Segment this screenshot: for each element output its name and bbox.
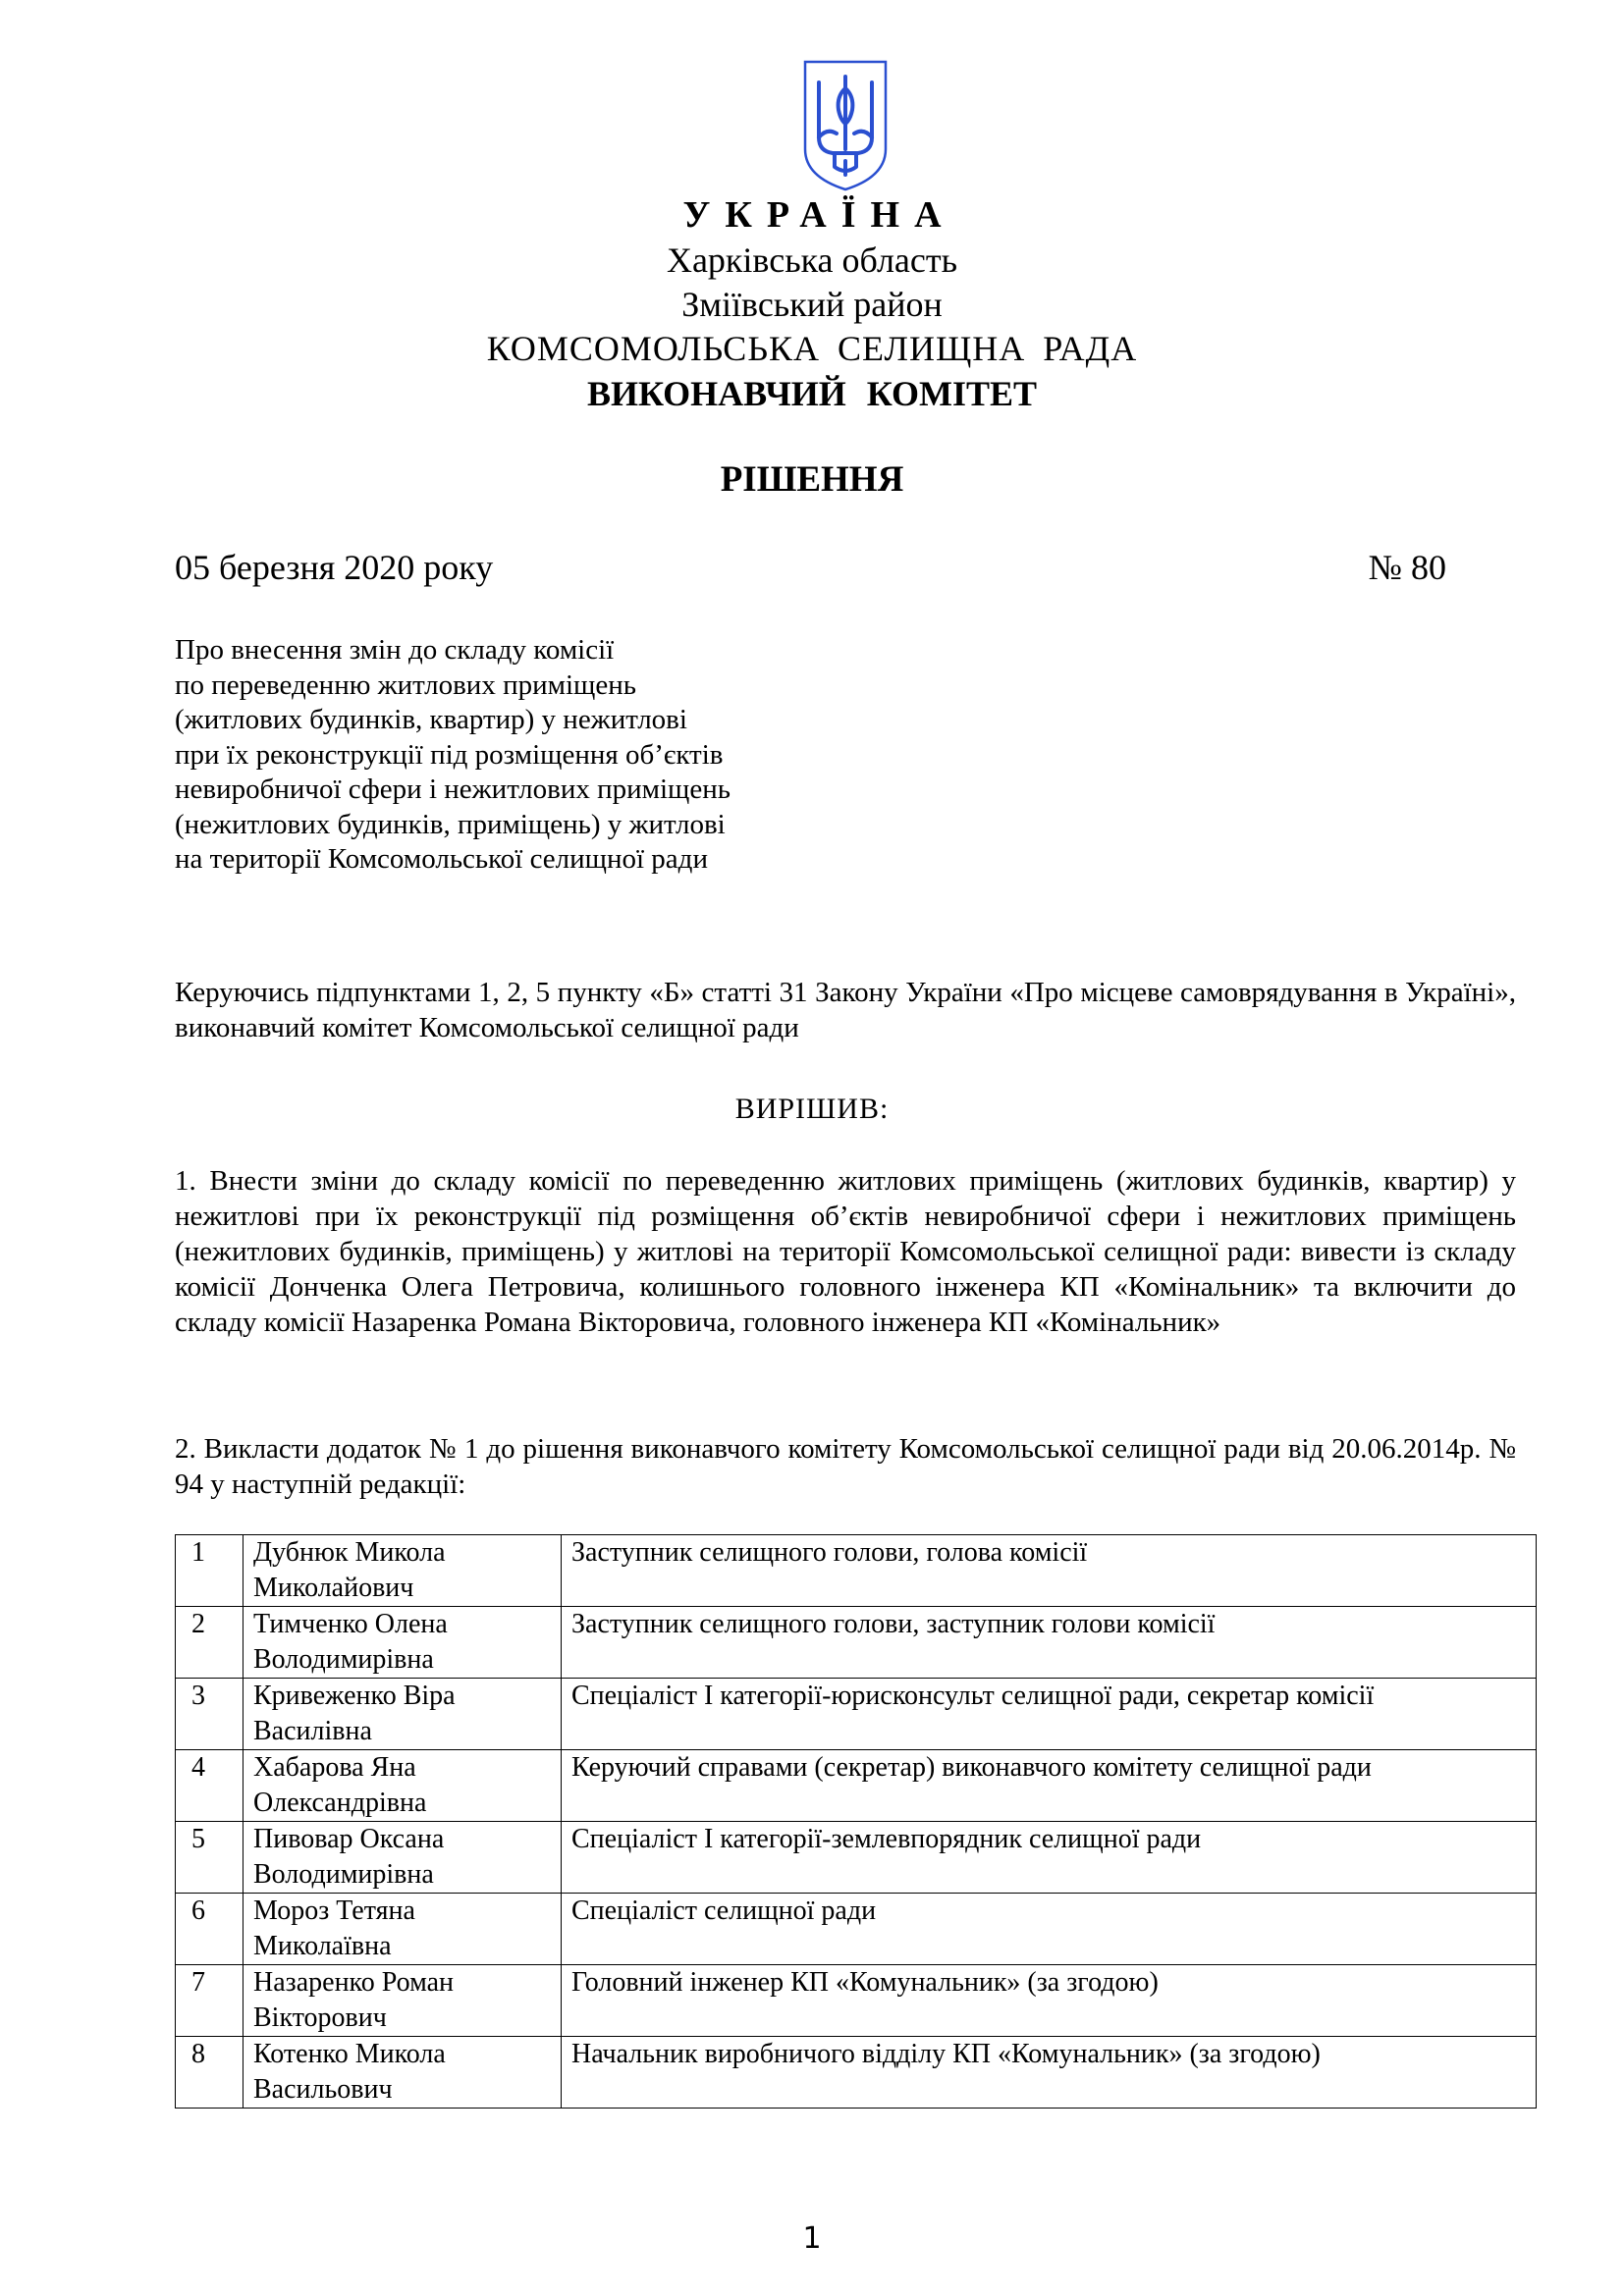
subject-line: невиробничої сфери і нежитлових приміщень: [175, 774, 731, 805]
member-patronymic: Васильович: [253, 2074, 393, 2105]
document-number: № 80: [1368, 548, 1446, 587]
table-row: [176, 1894, 1537, 1965]
member-role: Головний інженер КП «Комунальник» (за згодою): [562, 1965, 1537, 2037]
table-row: [176, 1750, 1537, 1822]
table-row: [176, 1822, 1537, 1894]
member-role: Спеціаліст І категорії-землевпорядник селищної ради: [562, 1822, 1537, 1894]
decided-heading: ВИРІШИВ:: [734, 1093, 890, 1125]
decision-item-2: 2. Викласти додаток № 1 до рішення виконавчого комітету Комсомольської селищної ради від 20.06.2014р. № 94 у наступній редакції:: [175, 1433, 1516, 1500]
table-row: [176, 1535, 1537, 1607]
commission-members-table: [175, 1534, 1537, 2109]
member-patronymic: Олександрівна: [253, 1788, 427, 1818]
decision-item-1: 1. Внести зміни до складу комісії по переведенню житлових приміщень (житлових будинків, квартир) у нежитлові при їх реконструкції під розміщення об’єктів невиробничої сфери і нежитлових приміщень (нежитлових будинків, приміщень) у житлові на території Комсомольської селищної ради: вивести із складу комісії Донченка Олега Петровича, колишнього головного інженера КП «Комінальник» та включити до складу комісії Назаренка Романа Вікторовича, головного інженера КП «Комінальник»: [175, 1165, 1516, 1338]
member-number: 3: [176, 1679, 244, 1750]
member-name: [244, 1965, 562, 2037]
member-name: [244, 1822, 562, 1894]
member-surname: Назаренко Роман: [253, 1967, 455, 1998]
member-number: 7: [176, 1965, 244, 2037]
member-surname: Кривеженко Віра: [253, 1681, 456, 1711]
table-row: [176, 2037, 1537, 2109]
member-role: Начальник виробничого відділу КП «Комунальник» (за згодою): [562, 2037, 1537, 2109]
document-date: 05 березня 2020 року: [175, 548, 494, 587]
subject-line: Про внесення змін до складу комісії: [175, 634, 615, 666]
member-role: Керуючий справами (секретар) виконавчого комітету селищної ради: [562, 1750, 1537, 1822]
member-role: Заступник селищного голови, заступник голови комісії: [562, 1607, 1537, 1679]
subject-line: (нежитлових будинків, приміщень) у житлові: [175, 808, 726, 840]
subject-line: (житлових будинків, квартир) у нежитлові: [175, 704, 687, 735]
member-name: [244, 1894, 562, 1965]
preamble-paragraph: Керуючись підпунктами 1, 2, 5 пункту «Б» статті 31 Закону України «Про місцеве самоврядування в Україні», виконавчий комітет Комсомольської селищної ради: [175, 977, 1516, 1043]
member-name: [244, 1750, 562, 1822]
document-subject: [175, 633, 862, 878]
member-surname: Котенко Микола: [253, 2039, 446, 2069]
member-surname: Мороз Тетяна: [253, 1896, 415, 1926]
district-name: Зміївський район: [681, 285, 943, 324]
council-name: КОМСОМОЛЬСЬКА СЕЛИЩНА РАДА: [486, 329, 1138, 368]
member-number: 6: [176, 1894, 244, 1965]
member-name: [244, 2037, 562, 2109]
member-role: Спеціаліст селищної ради: [562, 1894, 1537, 1965]
member-name: [244, 1607, 562, 1679]
table-row: [176, 1607, 1537, 1679]
subject-line: на території Комсомольської селищної ради: [175, 843, 708, 875]
member-surname: Хабарова Яна: [253, 1752, 416, 1783]
member-patronymic: Вікторович: [253, 2002, 387, 2033]
member-surname: Дубнюк Микола: [253, 1537, 446, 1568]
country-title: УКРАЇНА: [682, 194, 956, 236]
committee-name: ВИКОНАВЧИЙ КОМІТЕТ: [586, 374, 1038, 413]
member-role: Заступник селищного голови, голова комісії: [562, 1535, 1537, 1607]
table-row: [176, 1965, 1537, 2037]
member-name: [244, 1679, 562, 1750]
subject-line: при їх реконструкції під розміщення об’єктів: [175, 738, 724, 771]
member-number: 8: [176, 2037, 244, 2109]
member-patronymic: Володимирівна: [253, 1859, 434, 1890]
member-role: Спеціаліст І категорії-юрисконсульт селищної ради, секретар комісії: [562, 1679, 1537, 1750]
member-number: 5: [176, 1822, 244, 1894]
member-number: 2: [176, 1607, 244, 1679]
member-surname: Пивовар Оксана: [253, 1824, 445, 1854]
trident-coat-of-arms-icon: [801, 59, 890, 192]
member-patronymic: Василівна: [253, 1716, 372, 1746]
member-number: 1: [176, 1535, 244, 1607]
document-type: РІШЕННЯ: [720, 459, 904, 500]
member-patronymic: Миколайович: [253, 1573, 414, 1603]
region-name: Харківська область: [666, 240, 958, 280]
page-number: 1: [802, 2221, 822, 2256]
member-patronymic: Миколаївна: [253, 1931, 392, 1961]
member-name: [244, 1535, 562, 1607]
member-surname: Тимченко Олена: [253, 1609, 448, 1639]
member-number: 4: [176, 1750, 244, 1822]
member-patronymic: Володимирівна: [253, 1644, 434, 1675]
table-row: [176, 1679, 1537, 1750]
subject-line: по переведенню житлових приміщень: [175, 668, 636, 701]
